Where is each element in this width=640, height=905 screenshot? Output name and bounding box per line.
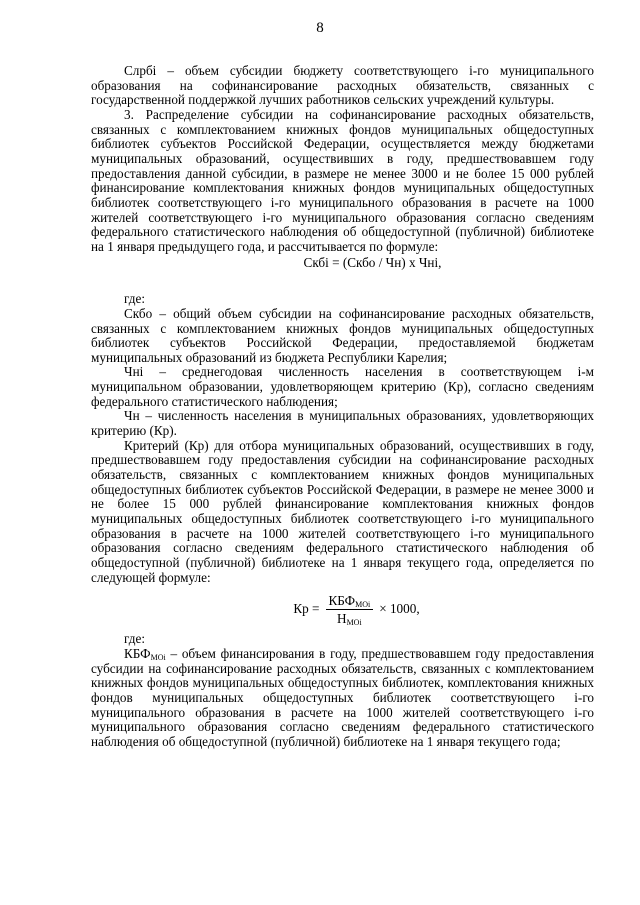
where-label-2: где: <box>124 631 145 647</box>
where-label-1: где: <box>124 291 145 307</box>
paragraph-skbo: Скбо – общий объем субсидии на софинансирование расходных обязательств, связанных с комплектованием книжных фондов муниципальных общедоступных библиотек субъектов Российской Федерации, предоставляемой бюджетам муниципальных образований из бюджета Республики Карелия; <box>91 305 594 365</box>
paragraph-kbf <box>91 647 594 750</box>
kbf-definition: – объем финансирования в году, предшествовавшем году предоставления субсидии на софинансирование расходных обязательств, связанных с комплектованием книжных фондов муниципальных общедоступных библиотек, комплектования книжных фондов муниципальных общедоступных библиотек соответствующего i-го муниципального образования в расчете на 1000 жителей соответствующего i-го муниципального образования согласно сведениям федерального статистического наблюдения об общедоступной (публичной) библиотеке на 1 января текущего года; <box>91 645 594 749</box>
numerator-text: КБФ <box>328 593 356 609</box>
paragraph-chni: Чнi – среднегодовая численность населения в соответствующем i-м муниципальном образовании, удовлетворяющем критерию (Кр), согласно сведениям федерального статистического наблюдения; <box>91 364 594 409</box>
kbf-subscript: МОi <box>150 652 166 662</box>
denominator-subscript: МОi <box>346 618 362 628</box>
paragraph-slrb: Слрбi – объем субсидии бюджету соответствующего i-го муниципального образования на софинансирование расходных обязательств, связанных с государственной поддержкой лучших работников сельских учреждений культуры. <box>91 63 594 108</box>
page-number: 8 <box>316 20 324 36</box>
formula-skb: Скбi = (Скбо / Чн) х Чнi, <box>303 254 442 270</box>
paragraph-criterion: Критерий (Кр) для отбора муниципальных образований, осуществивших в году, предшествовавшем году предоставления субсидии на софинансирование расходных обязательств, связанных с комплектованием книжных фондов муниципальных общедоступных библиотек субъектов Российской Федерации, в размере не менее 3000 и не более 15 000 рублей финансирование комплектования книжных фондов муниципальных общедоступных библиотек соответствующего i-го муниципального образования в расчете на 1000 жителей соответствующего i-го муниципального образования согласно сведениям федерального статистического наблюдения об общедоступной (публичной) библиотеке на 1 января текущего года, определяется по следующей формуле: <box>91 437 594 585</box>
denominator-text: Н <box>337 611 347 627</box>
document-body <box>91 64 594 750</box>
paragraph-section-3: 3. Распределение субсидии на софинансирование расходных обязательств, связанных с комплектованием книжных фондов муниципальных общедоступных библиотек субъектов Российской Федерации, осуществляется между бюджетами муниципальных образований, осуществивших в году, предшествовавшем году предоставления данной субсидии, в размере не менее 3000 и не более 15 000 рублей финансирование комплектования книжных фондов муниципальных общедоступных библиотек соответствующего i-го муниципального образования в расчете на 1000 жителей соответствующего i-го муниципального образования согласно сведениям федерального статистического наблюдения об общедоступной (публичной) библиотеке на 1 января предыдущего года, и рассчитывается по формуле: <box>91 106 594 254</box>
formula-kr-denominator <box>337 610 362 626</box>
formula-kr-rhs: × 1000, <box>379 601 420 617</box>
formula-kr-fraction <box>326 593 374 626</box>
formula-kr <box>91 593 594 626</box>
formula-kr-lhs: Кр = <box>293 601 320 617</box>
numerator-subscript: МОi <box>355 600 371 610</box>
paragraph-chn: Чн – численность населения в муниципальных образованиях, удовлетворяющих критерию (Кр). <box>91 408 594 439</box>
kbf-term: КБФ <box>124 645 151 661</box>
formula-kr-numerator <box>326 593 374 610</box>
